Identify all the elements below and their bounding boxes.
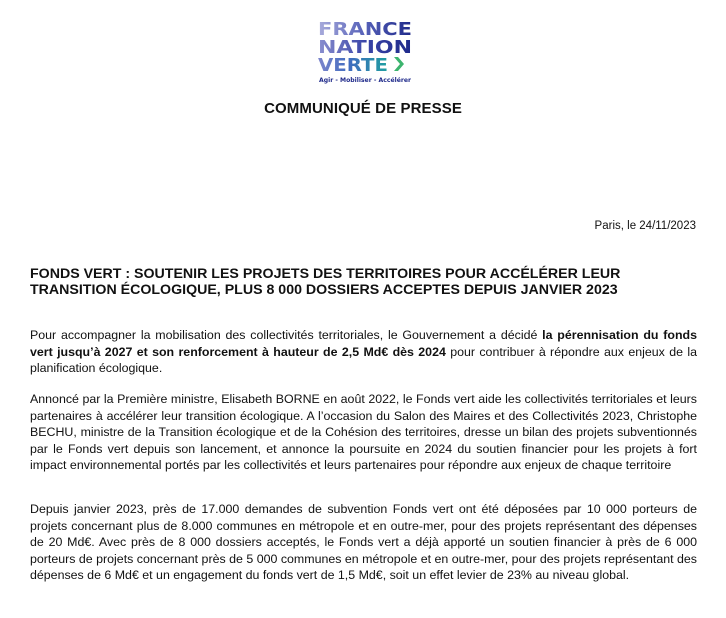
logo-graphic [318, 19, 414, 85]
logo-line-nation: NATION [318, 37, 412, 58]
paragraph-announcement: Annoncé par la Première ministre, Elisabeth BORNE en août 2022, le Fonds vert aide les collectivités territoriales et leurs partenaires à accélérer leur transition écologique. A l’occasion du Salon des Maires et des Collectivités 2023, Christophe BECHU, ministre de la Transition écologique et de la Cohésion des territoires, dresse un bilan des projets subventionnés par le Fonds vert depuis son lancement, et annonce la poursuite en 2024 du soutien financier pour les projets à fort impact environnemental portés par les collectivités et leurs partenaires pour répondre aux enjeux de chaque territoire [30, 392, 697, 472]
paragraph-intro-text-2: pour contribuer à répondre aux enjeux de la planification écologique. [30, 344, 697, 375]
page-title: COMMUNIQUÉ DE PRESSE [264, 100, 462, 117]
france-nation-verte-logo [318, 19, 414, 85]
paragraph-figures: Depuis janvier 2023, près de 17.000 demandes de subvention Fonds vert ont été déposées par 10 000 porteurs de projets concernant plus de 8.000 communes en métropole et en outre-mer, pour des projets représentant des dépenses de 20 Md€. Avec près de 8 000 dossiers acceptés, le Fonds vert a déjà apporté un soutien financier à près de 6 000 porteurs de projets concernant près de 5 000 communes en métropole et en outre-mer, pour des projets représentant des dépenses de 6 Md€ et un engagement du fonds vert de 1,5 Md€, soit un effet levier de 23% au niveau global. [30, 502, 697, 582]
logo-tagline: Agir - Mobiliser - Accélérer [319, 77, 412, 84]
logo-line-verte: VERTE [318, 55, 388, 76]
date-line: Paris, le 24/11/2023 [594, 220, 696, 232]
headline: FONDS VERT : SOUTENIR LES PROJETS DES TERRITOIRES POUR ACCÉLÉRER LEUR TRANSITION ÉCOLOGIQUE, PLUS 8 000 DOSSIERS ACCEPTES DEPUIS JANVIER 2023 [30, 266, 621, 298]
paragraph-intro [30, 327, 697, 377]
paragraph-intro-text-1: Pour accompagner la mobilisation des collectivités territoriales, le Gouvernement a décidé [30, 328, 543, 342]
chevron-right-icon [394, 57, 404, 71]
logo-line-france: FRANCE [318, 19, 412, 40]
paragraph-intro-bold: la pérennisation du fonds vert jusqu’à 2027 et son renforcement à hauteur de 2,5 Md€ dès 2024 [30, 328, 698, 359]
